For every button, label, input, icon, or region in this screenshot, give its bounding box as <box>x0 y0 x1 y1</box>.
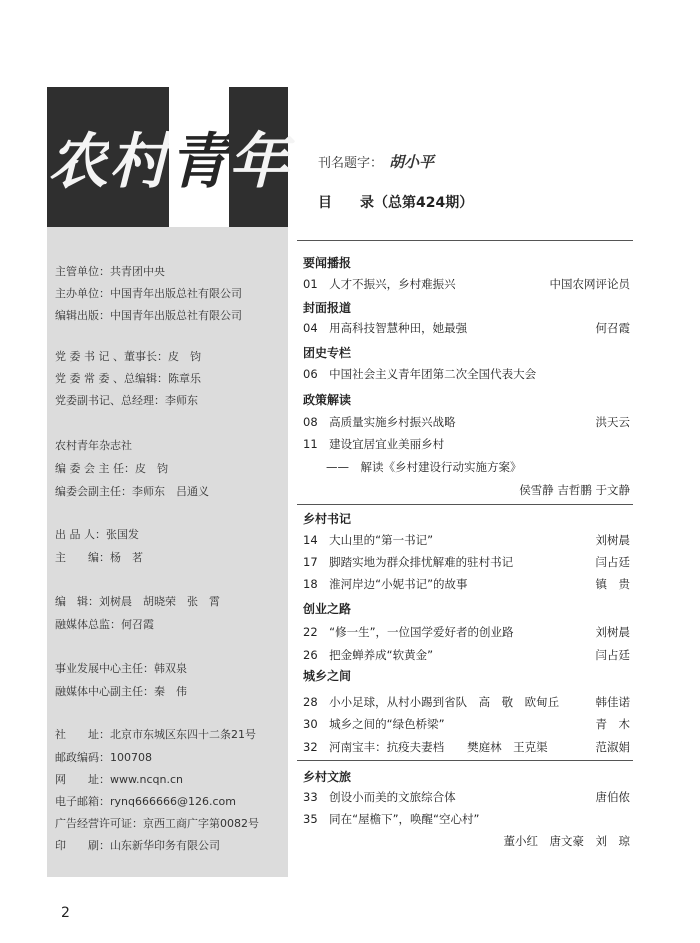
colophon-line: 印 刷：山东新华印务有限公司 <box>55 839 220 852</box>
section-heading: 要闻播报 <box>303 256 352 270</box>
section-heading: 团史专栏 <box>303 346 352 360</box>
section-divider <box>297 240 633 241</box>
toc-entry[interactable]: 04 用高科技智慧种田，她最强 <box>303 321 468 335</box>
title-calligraphy-credit <box>318 151 434 172</box>
toc-entry[interactable]: 06 中国社会主义青年团第二次全国代表大会 <box>303 367 537 381</box>
colophon-line: 编 辑：刘树晨 胡晓荣 张 霄 <box>55 595 220 608</box>
section-heading: 封面报道 <box>303 301 352 315</box>
colophon-line: 主办单位：中国青年出版总社有限公司 <box>55 287 242 300</box>
toc-author: 唐伯侬 <box>595 790 630 804</box>
section-heading: 政策解读 <box>303 393 352 407</box>
title-credit-label: 刊名题字： <box>318 156 384 171</box>
toc-subtitle: —— 解读《乡村建设行动实施方案》 <box>303 460 522 474</box>
toc-entry[interactable]: 30 城乡之间的“绿色桥梁” <box>303 717 445 731</box>
toc-author: 闫占廷 <box>595 648 630 662</box>
toc-entry[interactable]: 01 人才不振兴，乡村难振兴 <box>303 277 456 291</box>
toc-author: 洪天云 <box>595 415 630 429</box>
toc-author: 董小红 唐文豪 刘 琼 <box>503 834 630 848</box>
colophon-panel <box>47 227 288 877</box>
toc-author: 刘树晨 <box>595 533 630 547</box>
masthead-char-4: 年 <box>229 87 288 227</box>
toc-author: 韩佳诺 <box>595 695 630 709</box>
toc-author: 刘树晨 <box>595 625 630 639</box>
toc-entry[interactable]: 22 “修一生”，一位国学爱好者的创业路 <box>303 625 514 639</box>
colophon-line: 社 址：北京市东城区东四十二条21号 <box>55 728 256 741</box>
page-number: 2 <box>61 905 70 921</box>
toc-entry[interactable]: 35 同在“屋檐下”，唤醒“空心村” <box>303 812 480 826</box>
toc-entry[interactable]: 14 大山里的“第一书记” <box>303 533 434 547</box>
colophon-line: 党委副书记、总经理：李师东 <box>55 394 198 407</box>
masthead <box>47 87 288 227</box>
colophon-line: 编 委 会 主 任：皮 钧 <box>55 462 168 475</box>
colophon-line: 党 委 常 委 、总编辑：陈章乐 <box>55 372 201 385</box>
colophon-line: 编委会副主任：李师东 吕通义 <box>55 485 209 498</box>
toc-heading: 目 录（总第424期） <box>318 195 474 211</box>
section-heading: 创业之路 <box>303 602 352 616</box>
toc-entry[interactable]: 28 小小足球，从村小踢到省队 高 敬 欧甸丘 <box>303 695 560 709</box>
colophon-line: 出 品 人：张国发 <box>55 528 139 541</box>
calligraphy-signature: 胡小平 <box>389 153 435 171</box>
colophon-line: 融媒体总监：何召霞 <box>55 618 154 631</box>
toc-author: 何召霞 <box>595 321 630 335</box>
colophon-line: 邮政编码：100708 <box>55 751 152 764</box>
colophon-line: 主管单位：共青团中央 <box>55 265 165 278</box>
toc-author: 范淑娟 <box>595 740 630 754</box>
colophon-line: 主 编：杨 茗 <box>55 551 143 564</box>
toc-author: 闫占廷 <box>595 555 630 569</box>
masthead-char-1: 农 <box>47 87 109 227</box>
toc-author: 青 木 <box>595 717 630 731</box>
section-heading: 乡村文旅 <box>303 770 352 784</box>
toc-entry[interactable]: 33 创设小而美的文旅综合体 <box>303 790 456 804</box>
section-heading: 城乡之间 <box>303 669 352 683</box>
toc-author: 侯雪静 吉哲鹏 于文静 <box>519 483 630 497</box>
toc-entry[interactable]: 08 高质量实施乡村振兴战略 <box>303 415 456 429</box>
colophon-line: 网 址：www.ncqn.cn <box>55 773 183 786</box>
section-divider <box>297 504 633 505</box>
section-heading: 乡村书记 <box>303 512 352 526</box>
toc-author: 镇 贵 <box>595 577 630 591</box>
masthead-char-2: 村 <box>109 87 169 227</box>
colophon-line: 融媒体中心副主任：秦 伟 <box>55 685 187 698</box>
colophon-line: 广告经营许可证：京西工商广字第0082号 <box>55 817 259 830</box>
toc-author: 中国农网评论员 <box>549 277 630 291</box>
masthead-char-3: 青 <box>169 87 229 227</box>
colophon-line: 党 委 书 记 、董事长：皮 钧 <box>55 350 201 363</box>
toc-entry[interactable]: 18 淮河岸边“小妮书记”的故事 <box>303 577 468 591</box>
colophon-line: 电子邮箱：rynq666666@126.com <box>55 795 236 808</box>
colophon-line: 编辑出版：中国青年出版总社有限公司 <box>55 309 242 322</box>
toc-entry[interactable]: 17 脚踏实地为群众排忧解难的驻村书记 <box>303 555 514 569</box>
toc-entry[interactable]: 11 建设宜居宜业美丽乡村 <box>303 437 445 451</box>
colophon-line: 农村青年杂志社 <box>55 439 132 452</box>
section-divider <box>297 760 633 761</box>
toc-entry[interactable]: 26 把金蝉养成“软黄金” <box>303 648 434 662</box>
colophon-line: 事业发展中心主任：韩双泉 <box>55 662 187 675</box>
toc-entry[interactable]: 32 河南宝丰：抗疫夫妻档 樊庭林 王克渠 <box>303 740 548 754</box>
